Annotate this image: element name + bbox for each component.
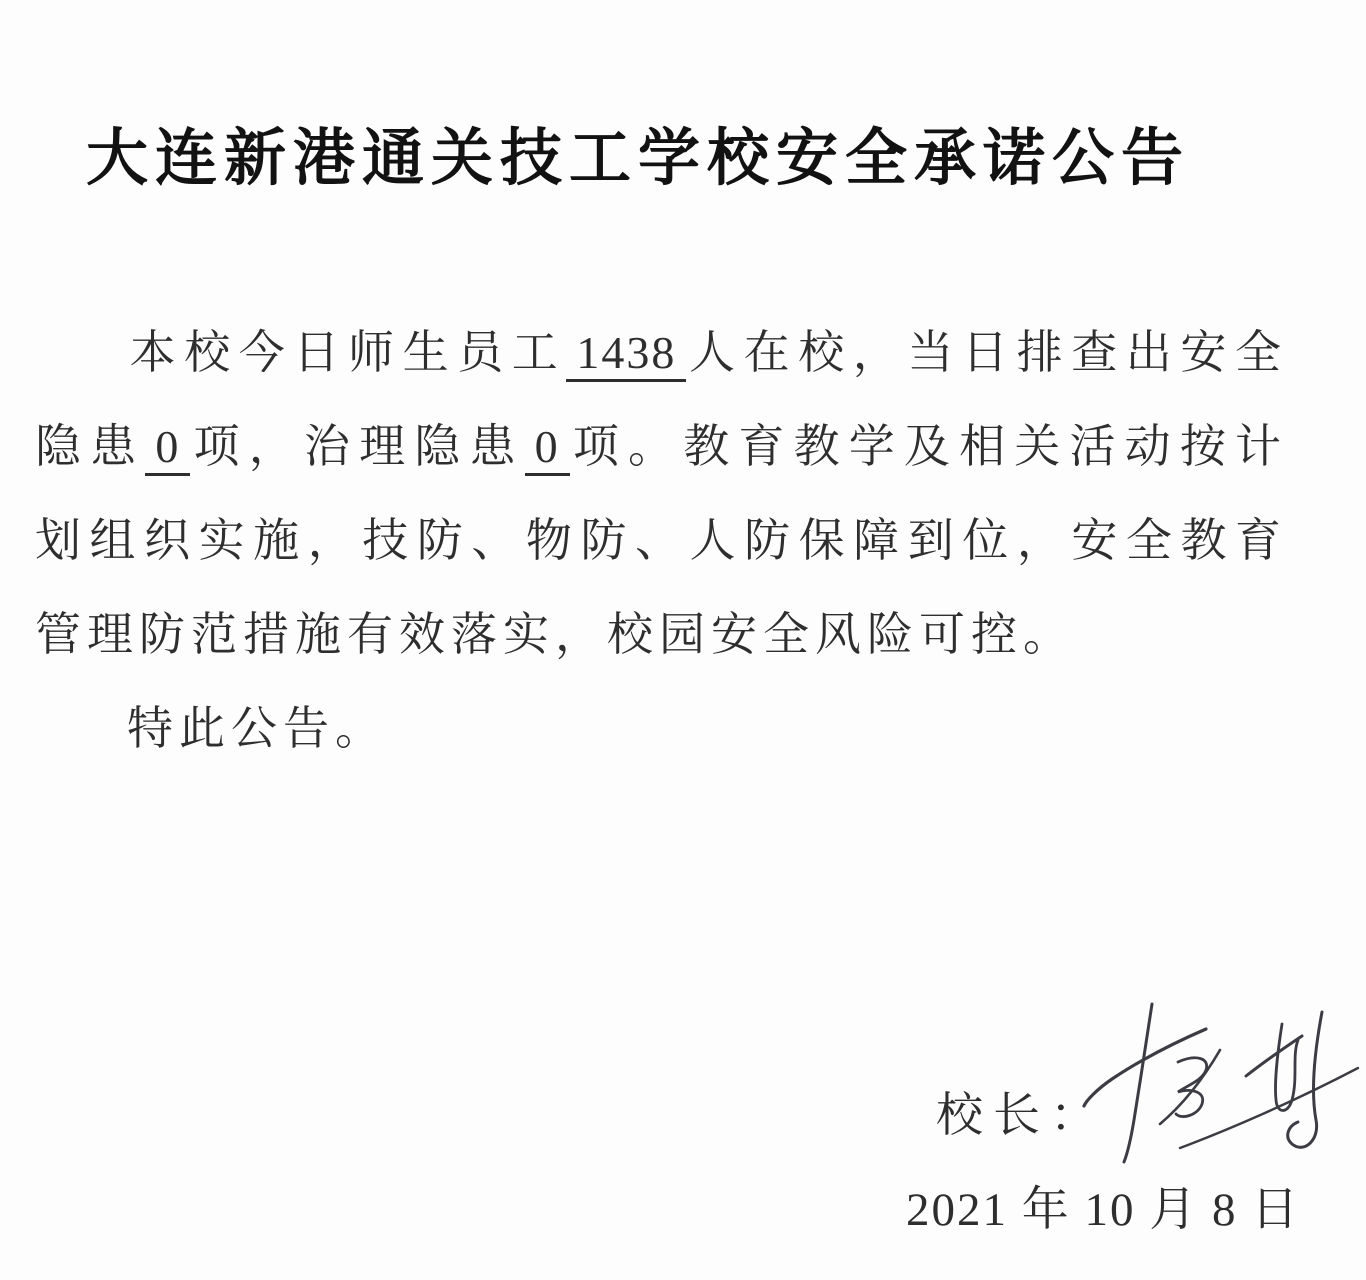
closing-text: 特此公告。: [127, 703, 387, 754]
body-text: 人在校，当日排查出安全: [686, 327, 1288, 378]
body-text: 项。教育教学及相关活动按计: [569, 421, 1288, 472]
closing-line: [35, 682, 1287, 776]
principal-signature-handwriting: [1078, 1002, 1363, 1170]
body-text: 本校今日师生员工: [127, 327, 567, 378]
principal-label: 校长：: [936, 1090, 1107, 1142]
paragraph-indent: [35, 367, 127, 368]
body-text: 划组织实施，技防、物防、人防保障到位，安全教育: [35, 515, 1287, 566]
hazards-treated-value: 0: [525, 421, 570, 476]
body-line-2: [35, 400, 1287, 494]
staff-count-value: 1438: [566, 327, 686, 382]
body-line-4: [35, 588, 1287, 682]
body-text: 管理防范措施有效落实，校园安全风险可控。: [35, 609, 1075, 660]
body-text: 隐患: [35, 421, 146, 472]
hazards-found-value: 0: [145, 421, 190, 476]
body-text: 项，治理隐患: [190, 421, 525, 472]
document-date: 2021 年 10 月 8 日: [906, 1184, 1301, 1236]
paragraph-indent: [35, 743, 127, 744]
document-body: [35, 306, 1287, 776]
body-line-1: [35, 306, 1287, 400]
document-title: 大连新港通关技工学校安全承诺公告: [85, 124, 1190, 193]
body-line-3: [35, 494, 1287, 588]
